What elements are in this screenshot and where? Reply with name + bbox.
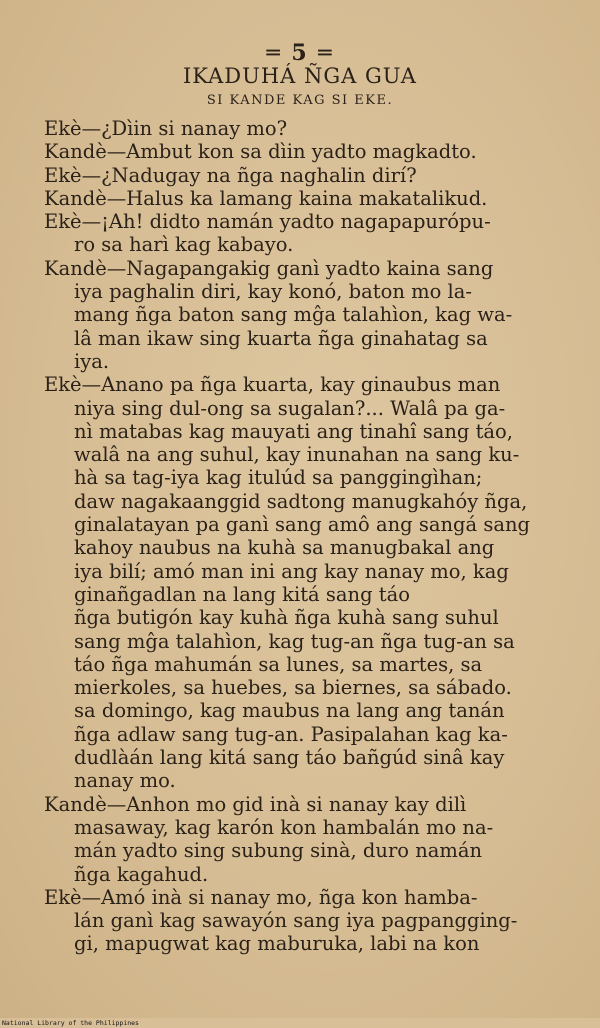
text-line: lâ man ikaw sing kuarta ñga ginahatag sa <box>74 326 488 350</box>
text-line: niya sing dul-ong sa sugalan?... Walâ pa ga- <box>74 396 506 420</box>
text-line: mang ñga baton sang mĝa talahìon, kag wa- <box>74 303 513 327</box>
text-line: dudlàán lang kitá sang táo bañgúd sinâ kay <box>74 746 505 770</box>
text-line: Kandè—Halus ka lamang kaina makatalikud. <box>44 186 488 210</box>
text-line: Ekè—¡Ah! didto namán yadto nagapapurópu- <box>44 210 491 234</box>
text-line: daw nagakaanggid sadtong manugkahóy ñga, <box>74 489 528 513</box>
text-line: kahoy naubus na kuhà sa manugbakal ang <box>74 536 495 560</box>
text-line: sang mĝa talahìon, kag tug-an ñga tug-an sa <box>74 629 515 653</box>
text-line: táo ñga mahumán sa lunes, sa martes, sa <box>74 652 483 676</box>
text-line: ginalatayan pa ganì sang amô ang sangá sang <box>74 513 531 537</box>
chapter-title: IKADUHÁ ÑGA GUA <box>183 64 417 88</box>
text-line: Kandè—Nagapangakig ganì yadto kaina sang <box>44 256 494 280</box>
dialogue-text <box>44 117 572 956</box>
text-line: Ekè—Anano pa ñga kuarta, kay ginaubus man <box>44 373 501 397</box>
text-line: masaway, kag karón kon hambalán mo na- <box>74 815 494 839</box>
text-line: Ekè—Amó inà si nanay mo, ñga kon hamba- <box>44 885 478 909</box>
text-line: walâ na ang suhul, kay inunahan na sang ku- <box>74 443 520 467</box>
text-line: ro sa harì kag kabayo. <box>74 233 294 257</box>
text-line: nì matabas kag mauyati ang tinahî sang táo, <box>74 419 513 443</box>
text-line: lán ganì kag sawayón sang iya pagpangging- <box>74 909 518 933</box>
text-line: Ekè—¿Nadugay na ñga naghalin dirí? <box>44 163 417 187</box>
text-line: iya paghalin diri, kay konó, baton mo la- <box>74 280 472 304</box>
text-line: nanay mo. <box>74 769 176 793</box>
text-line: mierkoles, sa huebes, sa biernes, sa sábado. <box>74 676 512 700</box>
text-line: hà sa tag-iya kag itulúd sa panggingìhan; <box>74 466 483 490</box>
text-line: Kandè—Ambut kon sa dìin yadto magkadto. <box>44 140 477 164</box>
text-line: ginañgadlan na lang kitá sang táo <box>74 582 410 606</box>
text-line: Ekè—¿Dìin si nanay mo? <box>44 117 288 140</box>
library-credit: National Library of the Philippines <box>2 1019 139 1027</box>
text-line: gi, mapugwat kag maburuka, labi na kon <box>74 932 480 956</box>
text-line: iya bilí; amó man ini ang kay nanay mo, kag <box>74 559 509 583</box>
text-line: sa domingo, kag maubus na lang ang tanán <box>74 699 505 723</box>
page-number: ═ 5 ═ <box>266 40 334 66</box>
text-line: Kandè—Anhon mo gid inà si nanay kay dilì <box>44 792 467 816</box>
text-line: ñga butigón kay kuhà ñga kuhà sang suhul <box>74 606 499 630</box>
text-line: iya. <box>74 349 110 373</box>
chapter-subtitle: SI KANDE KAG SI EKE. <box>206 93 394 108</box>
text-line: ñga adlaw sang tug-an. Pasipalahan kag ka- <box>74 722 508 746</box>
text-line: ñga kagahud. <box>74 862 209 886</box>
text-line: mán yadto sing subung sinà, duro namán <box>74 839 483 863</box>
